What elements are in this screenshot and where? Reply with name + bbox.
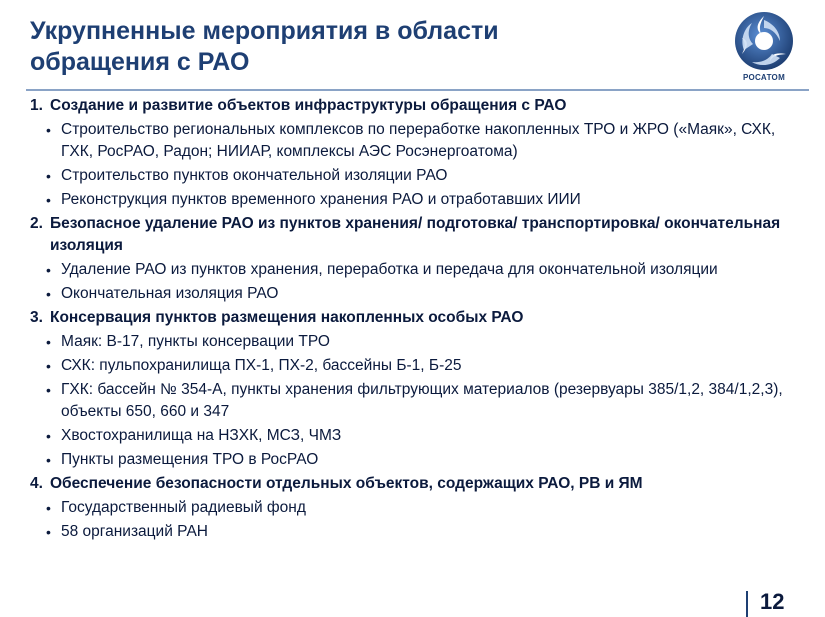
list-item xyxy=(30,355,810,377)
bullet-icon: • xyxy=(46,428,51,444)
bullet-icon: • xyxy=(46,358,51,374)
section-heading-text: Создание и развитие объектов инфраструктуры обращения с РАО xyxy=(50,97,567,114)
bullet-icon: • xyxy=(46,500,51,516)
section-heading xyxy=(30,307,810,329)
list-item-text: Строительство пунктов окончательной изоляции РАО xyxy=(61,167,448,184)
list-item-text: Пункты размещения ТРО в РосРАО xyxy=(61,451,319,468)
bullet-icon: • xyxy=(46,122,51,138)
list-item xyxy=(30,449,810,471)
title-line-2: обращения с РАО xyxy=(30,48,250,76)
section-heading xyxy=(30,213,810,257)
title-line-1: Укрупненные мероприятия в области xyxy=(30,17,499,45)
section-number: 2. xyxy=(30,215,43,232)
bullet-icon: • xyxy=(46,382,51,398)
list-item-text: Государственный радиевый фонд xyxy=(61,499,306,516)
bullet-icon: • xyxy=(46,168,51,184)
bullet-icon: • xyxy=(46,334,51,350)
bullet-icon: • xyxy=(46,192,51,208)
footer-divider xyxy=(746,591,748,617)
list-item xyxy=(30,521,810,543)
list-item-text: СХК: пульпохранилища ПХ-1, ПХ-2, бассейны Б-1, Б-25 xyxy=(61,357,462,374)
list-item-text: Реконструкция пунктов временного хранения РАО и отработавших ИИИ xyxy=(61,191,581,208)
list-item xyxy=(30,259,810,281)
section-heading-text: Обеспечение безопасности отдельных объектов, содержащих РАО, РВ и ЯМ xyxy=(50,475,643,492)
section-number: 3. xyxy=(30,309,43,326)
section-1 xyxy=(30,95,810,211)
list-item xyxy=(30,119,810,163)
list-item xyxy=(30,497,810,519)
rosatom-emblem-icon xyxy=(730,10,798,72)
list-item xyxy=(30,189,810,211)
list-item xyxy=(30,165,810,187)
list-item-text: Маяк: В-17, пункты консервации ТРО xyxy=(61,333,330,350)
list-item-text: Окончательная изоляция РАО xyxy=(61,285,279,302)
list-item xyxy=(30,331,810,353)
bullet-icon: • xyxy=(46,286,51,302)
list-item-text: 58 организаций РАН xyxy=(61,523,209,540)
section-number: 1. xyxy=(30,97,43,114)
page-number: 12 xyxy=(760,589,785,614)
list-item-text: ГХК: бассейн № 354-А, пункты хранения фильтрующих материалов (резервуары 385/1,2, 384/1,2,3), объекты 650, 660 и 347 xyxy=(61,381,783,420)
section-4 xyxy=(30,473,810,543)
list-item xyxy=(30,379,810,423)
bullet-icon: • xyxy=(46,452,51,468)
section-heading xyxy=(30,473,810,495)
bullet-icon: • xyxy=(46,524,51,540)
section-heading-text: Безопасное удаление РАО из пунктов хранения/ подготовка/ транспортировка/ окончательная изоляция xyxy=(50,215,781,254)
list-item-text: Удаление РАО из пунктов хранения, переработка и передача для окончательной изоляции xyxy=(61,261,718,278)
slide-title xyxy=(30,16,670,78)
section-3 xyxy=(30,307,810,471)
list-item-text: Хвостохранилища на НЗХК, МСЗ, ЧМЗ xyxy=(61,427,342,444)
list-item-text: Строительство региональных комплексов по переработке накопленных ТРО и ЖРО («Маяк», СХК, ГХК, РосРАО, Радон; НИИАР, комплексы АЭС Росэнергоатома) xyxy=(61,121,776,160)
logo-wordmark: РОСАТОМ xyxy=(742,73,786,82)
list-item xyxy=(30,425,810,447)
section-2 xyxy=(30,213,810,305)
bullet-icon: • xyxy=(46,262,51,278)
section-heading xyxy=(30,95,810,117)
section-number: 4. xyxy=(30,475,43,492)
list-item xyxy=(30,283,810,305)
title-divider xyxy=(26,89,809,91)
slide-body xyxy=(30,93,810,543)
section-heading-text: Консервация пунктов размещения накопленных особых РАО xyxy=(50,309,524,326)
rosatom-logo xyxy=(730,10,798,90)
